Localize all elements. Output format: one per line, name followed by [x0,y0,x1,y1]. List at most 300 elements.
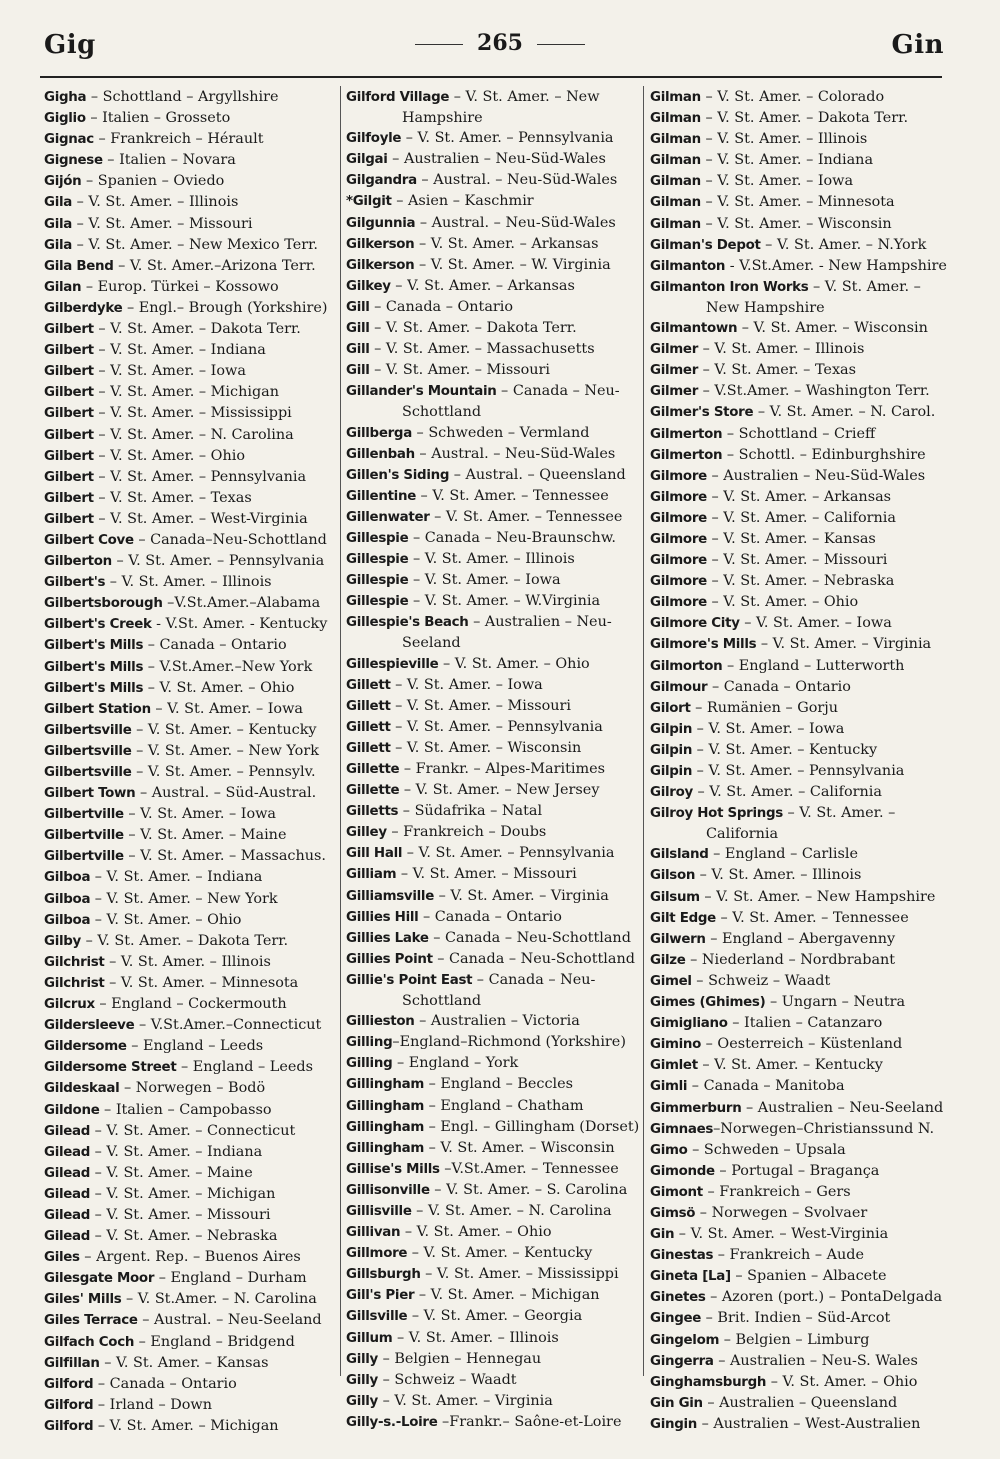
gazetteer-entry [650,740,950,761]
entry-headword: Gilead [44,1123,91,1139]
gazetteer-entry [346,1243,642,1264]
gazetteer-entry [44,1142,344,1163]
entry-headword: Gimonde [650,1163,715,1179]
entry-headword: Gilman [650,153,701,169]
entry-headword: Gilmer's Store [650,405,754,421]
gazetteer-entry [650,992,950,1013]
entry-headword: Gilgandra [346,173,417,189]
gazetteer-entry [346,1412,642,1433]
entry-location: - V.St.Amer. - New Hampshire [725,257,947,274]
column-divider [643,86,644,1376]
entry-headword: Gilman [650,216,701,232]
gazetteer-entry [44,530,344,551]
gazetteer-entry [346,339,642,360]
gazetteer-entry [650,656,950,677]
entry-location: – V. St. Amer. – Pennsylvania [93,468,307,485]
gazetteer-entry [44,361,344,382]
entry-location: – Rumänien – Gorju [690,699,839,716]
gazetteer-entry [650,1203,950,1224]
entry-headword: Gingin [650,1416,698,1432]
entry-location: – V. St. Amer. – Dakota Terr. [700,110,909,127]
column-2 [346,87,642,1433]
gazetteer-entry [346,128,642,149]
gazetteer-entry [650,108,950,129]
entry-headword: Gilford [44,1418,94,1434]
gazetteer-entry [44,910,344,931]
entry-headword: Gilchrist [44,954,105,970]
entry-headword: Gillander's Mountain [346,384,497,400]
entry-location: – V. St. Amer. – Wisconsin [424,1139,615,1156]
entry-headword: Gillespie's Beach [346,615,469,631]
gazetteer-entry [346,864,642,885]
entry-headword: Gimes (Ghimes) [650,995,766,1011]
entry-headword: Gilgunnia [346,215,416,231]
entry-continuation [650,824,950,844]
gazetteer-entry [650,192,950,213]
entry-headword: Gilford [44,1397,94,1413]
entry-location: – England – Cockermouth [94,996,287,1013]
entry-headword: Gildersome [44,1039,127,1055]
gazetteer-entry [346,1201,642,1222]
entry-location: – Australien – West-Australien [697,1415,921,1432]
entry-location: – V. St. Amer. – Massachus. [123,848,326,865]
gazetteer-entry [44,593,344,614]
entry-headword: Gilling [346,1056,393,1072]
gazetteer-entry [346,907,642,928]
entry-headword: Gilliamsville [346,888,434,904]
entry-headword: Gilbertsborough [44,596,163,612]
gazetteer-entry [346,318,642,339]
entry-headword: Gilan [44,279,82,295]
entry-location: – V. St. Amer. – Pennsylvania [401,130,614,147]
entry-location: – V. St. Amer. – Arkansas [390,277,575,294]
entry-headword: Gingerra [650,1353,714,1369]
entry-location: Schottland [402,993,482,1010]
entry-location: – England – Chatham [424,1097,584,1114]
entry-headword: Gillespie [346,552,409,568]
entry-headword: Giglio [44,111,86,127]
entry-headword: Gilley [346,825,387,841]
entry-location: – V. St. Amer. – Iowa [93,363,246,380]
entry-location: – V. St. Amer. – Massachusetts [369,341,595,358]
entry-location: – V. St. Amer. – Dakota Terr. [369,320,577,337]
entry-headword: Gimigliano [650,1016,728,1032]
gazetteer-entry [44,235,344,256]
gazetteer-entry [346,1117,642,1138]
gazetteer-entry [650,1245,950,1266]
gazetteer-entry [346,1306,642,1327]
entry-location: – V. St. Amer. – Michigan [93,384,280,401]
gazetteer-entry [650,1351,950,1372]
entry-headword: Gila Bend [44,258,114,274]
entry-location: – V. St. Amer. – California [692,784,882,801]
gazetteer-entry [346,297,642,318]
entry-headword: Gilbertsville [44,743,132,759]
entry-location: Hampshire [402,110,483,127]
entry-continuation [346,633,642,653]
gazetteer-entry [346,549,642,570]
entry-headword: Gilman [650,132,701,148]
rule-left [415,44,463,45]
gazetteer-entry [346,528,642,549]
entry-location: – Portugal – Bragança [714,1162,880,1179]
entry-location: – V. St. Amer. – Ohio [143,679,295,696]
entry-headword: Gilroy Hot Springs [650,806,783,822]
entry-headword: Gilbert [44,385,94,401]
entry-location: – V. St. Amer. – Virginia [378,1392,553,1409]
entry-headword: Gilman [650,111,701,127]
gazetteer-entry [650,1055,950,1076]
entry-headword: Gilletts [346,804,399,820]
entry-location: – V. St. Amer. – Mississippi [93,405,292,422]
gazetteer-entry [346,1222,642,1243]
entry-headword: Gin Gin [650,1395,703,1411]
gazetteer-entry [650,950,950,971]
gazetteer-entry [346,654,642,675]
entry-headword: Gilbert Cove [44,532,134,548]
entry-headword: Gillett [346,698,391,714]
gazetteer-entry [44,214,344,235]
gazetteer-entry [346,1391,642,1412]
entry-location: – Australien – Queensland [702,1394,898,1411]
entry-location: – V. St. Amer. – Ohio [766,1373,918,1390]
gazetteer-entry [346,1159,642,1180]
entry-headword: Gillies Lake [346,930,429,946]
gazetteer-entry [346,170,642,191]
gazetteer-entry [44,1416,344,1437]
entry-location: – V. St. Amer. – W.Virginia [408,593,601,610]
entry-location: – England – Bridgend [134,1333,295,1350]
entry-location: – V. St. Amer. – Tennessee [415,487,609,504]
entry-headword: Gilbert [44,511,94,527]
entry-location: – V.St.Amer.–Connecticut [134,1017,322,1034]
gazetteer-entry [44,762,344,783]
entry-location: – V. St. Amer. – Nebraska [706,573,895,590]
gazetteer-entry [346,801,642,822]
entry-headword: Gin [650,1227,675,1243]
gazetteer-entry [650,677,950,698]
entry-headword: Gill [346,299,370,315]
entry-location: – Austral. – Süd-Austral. [135,785,317,802]
gazetteer-entry [44,1268,344,1289]
entry-headword: Gimel [650,973,692,989]
entry-continuation [650,298,950,318]
entry-location: – Austral. – Neu-Süd-Wales [416,172,618,189]
entry-location: – Italien – Novara [102,152,236,169]
gazetteer-entry [650,1266,950,1287]
entry-headword: Gilmour [650,679,708,695]
entry-location: – V. St. Amer. – Kentucky [697,1057,883,1074]
entry-headword: Giles [44,1250,80,1266]
entry-location: – V. St. Amer. – Dakota Terr. [93,321,301,338]
entry-headword: Gilbert [44,448,94,464]
gazetteer-entry [44,129,344,150]
entry-location: – V. St. Amer. – Illinois [700,131,868,148]
entry-headword: Gillmore [346,1246,408,1262]
entry-location: – England – Abergavenny [705,930,896,947]
entry-headword: Gillespie [346,573,409,589]
entry-location: – V. St. Amer. – Illinois [105,574,272,591]
entry-headword: Gilmer [650,342,699,358]
entry-location: – Brit. Indien – Süd-Arcot [701,1310,891,1327]
gazetteer-entry [44,488,344,509]
entry-location: – Schweiz – Waadt [378,1371,517,1388]
entry-headword: Gillise's Mills [346,1161,440,1177]
column-1 [44,87,344,1437]
gazetteer-entry [650,529,950,550]
entry-location: – Frankreich – Aude [713,1247,865,1264]
entry-location: – Canada – Neu-Schottland [428,929,631,946]
entry-location: – Spanien – Albacete [730,1268,887,1285]
entry-headword: Gilmore [650,553,707,569]
entry-headword: Gilroy [650,785,693,801]
entry-location: –Frankr.– Saône-et-Loire [437,1413,622,1430]
entry-headword: Gillingham [346,1077,424,1093]
gazetteer-entry [346,1011,642,1032]
gazetteer-entry [650,761,950,782]
entry-location: – V. St. Amer. – Indiana [93,342,266,359]
gazetteer-entry [346,591,642,612]
entry-location: – Frankreich – Doubs [386,824,547,841]
entry-headword: Gilmore [650,595,707,611]
entry-location: – Australien – Victoria [414,1013,580,1030]
gazetteer-entry [346,1096,642,1117]
entry-headword: Gildersleeve [44,1018,135,1034]
entry-location: – V. St. Amer. – N. Carolina [411,1202,612,1219]
entry-location: – Ungarn – Neutra [765,994,906,1011]
entry-location: – V. St. Amer. – Illinois [698,341,865,358]
entry-location: – Canada–Neu-Schottland [133,531,327,548]
entry-headword: Gill [346,363,370,379]
entry-headword: Gillies Hill [346,909,419,925]
entry-location: – Argent. Rep. – Buenos Aires [79,1249,301,1266]
entry-headword: Gilboa [44,912,91,928]
gazetteer-entry [346,1074,642,1095]
entry-location: – Canada – Neu-Braunschw. [408,529,616,546]
entry-headword: Gilly [346,1351,378,1367]
gazetteer-entry [650,339,950,360]
entry-location: –V.St.Amer. – Tennessee [439,1160,619,1177]
column-divider [340,86,341,1376]
gazetteer-entry [346,928,642,949]
entry-location: – Austral. – Neu-Süd-Wales [414,445,616,462]
entry-headword: Gilpin [650,742,693,758]
entry-headword: Gill's Pier [346,1288,415,1304]
gazetteer-entry [44,382,344,403]
entry-headword: Gilbertville [44,828,124,844]
entry-location: – V. St. Amer. – Iowa [123,806,277,823]
entry-headword: Gillisonville [346,1182,430,1198]
entry-location: – Frankreich – Gers [702,1183,851,1200]
entry-headword: Gillberga [346,425,412,441]
entry-headword: Gilman [650,90,701,105]
entry-headword: Ginetes [650,1290,706,1306]
entry-location: – V. St. Amer. – Dakota Terr. [81,932,289,949]
entry-location: – Canada – Neu- [472,971,596,988]
gazetteer-entry [44,1310,344,1331]
entry-location: – England – Leeds [126,1038,264,1055]
gazetteer-entry [650,550,950,571]
rule-right [537,44,585,45]
gazetteer-entry [650,214,950,235]
gazetteer-entry [346,234,642,255]
gazetteer-entry [346,276,642,297]
entry-headword: Gilgai [346,152,388,168]
entry-location: – V. St. Amer. – Texas [93,489,252,506]
entry-location: – Schweden – Upsala [687,1141,846,1158]
entry-headword: Gilfillan [44,1355,100,1371]
entry-location: – Austral. – Neu-Seeland [137,1312,322,1329]
entry-continuation [346,991,642,1011]
entry-headword: Gillingham [346,1098,424,1114]
entry-headword: Gillen's Siding [346,467,450,483]
entry-location: – V. St. Amer. – Indiana [700,152,874,169]
entry-location: – Engl.– Brough (Yorkshire) [122,299,328,316]
entry-headword: Gilford Village [346,90,450,105]
entry-headword: Gilson [650,868,696,884]
entry-headword: Gillingham [346,1119,424,1135]
gazetteer-entry [44,657,344,678]
gazetteer-entry [44,635,344,656]
entry-headword: *Gilgit [346,194,392,210]
entry-headword: Gillenbah [346,446,415,462]
entry-headword: Gilead [44,1165,91,1181]
gazetteer-entry [650,487,950,508]
entry-location: –V.St.Amer.–Alabama [162,595,321,612]
entry-headword: Gilbert [44,490,94,506]
entry-location: – V. St. Amer. – New Hampshire [699,888,936,905]
entry-headword: Gilesgate Moor [44,1271,155,1287]
entry-location: – V. St. Amer. – West-Virginia [93,510,308,527]
entry-headword: Gillsville [346,1309,408,1325]
entry-continuation [346,108,642,128]
gazetteer-entry [44,1353,344,1374]
entry-headword: Gilbert [44,364,94,380]
entry-location: – Schottl. – Edinburghshire [722,446,926,463]
entry-location: – V. St. Amer. – Missouri [90,1206,271,1223]
gazetteer-entry [650,1161,950,1182]
entry-location: – Canada – Neu-Schottland [432,950,635,967]
entry-location: – V. St. Amer. – Arkansas [706,488,892,505]
entry-location: – V. St. Amer. – Ohio [400,1224,552,1241]
entry-headword: Gilly [346,1393,378,1409]
entry-location: – Canada – Ontario [418,908,562,925]
entry-headword: Gilt Edge [650,910,716,926]
entry-headword: Gilboa [44,891,91,907]
gazetteer-entry [44,1163,344,1184]
gazetteer-entry [650,445,950,466]
gazetteer-entry [650,1393,950,1414]
entry-headword: Gimmerburn [650,1100,742,1116]
gazetteer-entry [346,822,642,843]
entry-location: – V. St. Amer. – Kansas [99,1354,269,1371]
entry-headword: Gillieston [346,1014,415,1030]
entry-location: – V. St. Amer. – Ohio [706,594,859,611]
page-number: 265 [477,30,523,56]
entry-headword: Gilby [44,933,81,949]
gazetteer-entry [650,466,950,487]
entry-headword: Gilbertsville [44,722,132,738]
gazetteer-entry [650,1140,950,1161]
entry-headword: Gilmerton [650,447,723,463]
entry-location: – V. St. Amer. – Indiana [90,1143,263,1160]
entry-headword: Gilkerson [346,257,415,273]
entry-location: – Spanien – Oviedo [81,173,225,190]
entry-headword: Gillenwater [346,509,430,525]
entry-location: – Irland – Down [93,1396,212,1413]
entry-location: – V. St. Amer. – Texas [698,362,857,379]
gazetteer-entry [44,298,344,319]
gazetteer-entry [44,425,344,446]
entry-location: – V. St. Amer. – N.York [760,236,927,253]
gazetteer-entry [44,150,344,171]
gazetteer-entry [650,235,950,256]
entry-headword: Gilbert's Creek [44,617,152,633]
entry-headword: Gilbert's Mills [44,680,144,696]
entry-headword: Ginghamsburgh [650,1374,767,1390]
entry-headword: Gilwern [650,931,706,947]
entry-location: – V. St. Amer. – W. Virginia [414,256,611,273]
gazetteer-entry [346,1349,642,1370]
entry-headword: Gilman [650,195,701,211]
entry-headword: Gilfoyle [346,131,402,147]
entry-headword: Gilbert's Mills [44,659,144,675]
gazetteer-entry [44,867,344,888]
entry-location: – Canada – Ontario [369,298,514,315]
entry-headword: Gingelom [650,1332,720,1348]
entry-location: – Canada – Ontario [93,1375,237,1392]
entry-location: – V. St. Amer. – [808,278,921,295]
gazetteer-entry [44,825,344,846]
entry-location: – Canada – Manitoba [687,1078,845,1095]
entry-location: – Austral. – Queensland [449,466,626,483]
entry-location: – V. St. Amer. – Michigan [90,1185,276,1202]
gazetteer-entry [650,782,950,803]
entry-location: – V. St. Amer. – Mississippi [420,1266,619,1283]
entry-headword: Gimino [650,1037,702,1053]
entry-location: New Hampshire [706,299,825,316]
entry-headword: Gillett [346,677,391,693]
gazetteer-entry [44,614,344,635]
gazetteer-entry [650,402,950,423]
entry-location: – V. St. Amer. – Kentucky [407,1245,593,1262]
entry-headword: Gila [44,216,73,232]
gazetteer-entry [346,1053,642,1074]
gazetteer-entry [346,759,642,780]
entry-headword: Gilfach Coch [44,1334,135,1350]
gazetteer-entry [346,696,642,717]
entry-location: – England – York [392,1055,519,1072]
entry-location: – V. St. Amer. – Colorado [700,89,885,105]
gazetteer-entry [44,403,344,424]
entry-location: – V. St. Amer. – Ohio [93,447,246,464]
gazetteer-entry [650,592,950,613]
entry-location: – England – Carlisle [708,846,859,863]
gazetteer-entry [650,887,950,908]
gazetteer-entry [44,1036,344,1057]
column-3 [650,87,950,1435]
header-rule [40,76,942,78]
entry-location: – Schweiz – Waadt [691,972,831,989]
entry-headword: Gilbert Station [44,701,151,717]
gazetteer-entry [346,87,642,108]
entry-location: – Italien – Catanzaro [727,1015,883,1032]
entry-location: – V. St. Amer. – Virginia [434,887,609,904]
entry-location: – V. St. Amer. – Pennsylv. [131,764,316,780]
gazetteer-entry [44,1226,344,1247]
gazetteer-entry [44,1332,344,1353]
entry-headword: Gill Hall [346,846,403,862]
